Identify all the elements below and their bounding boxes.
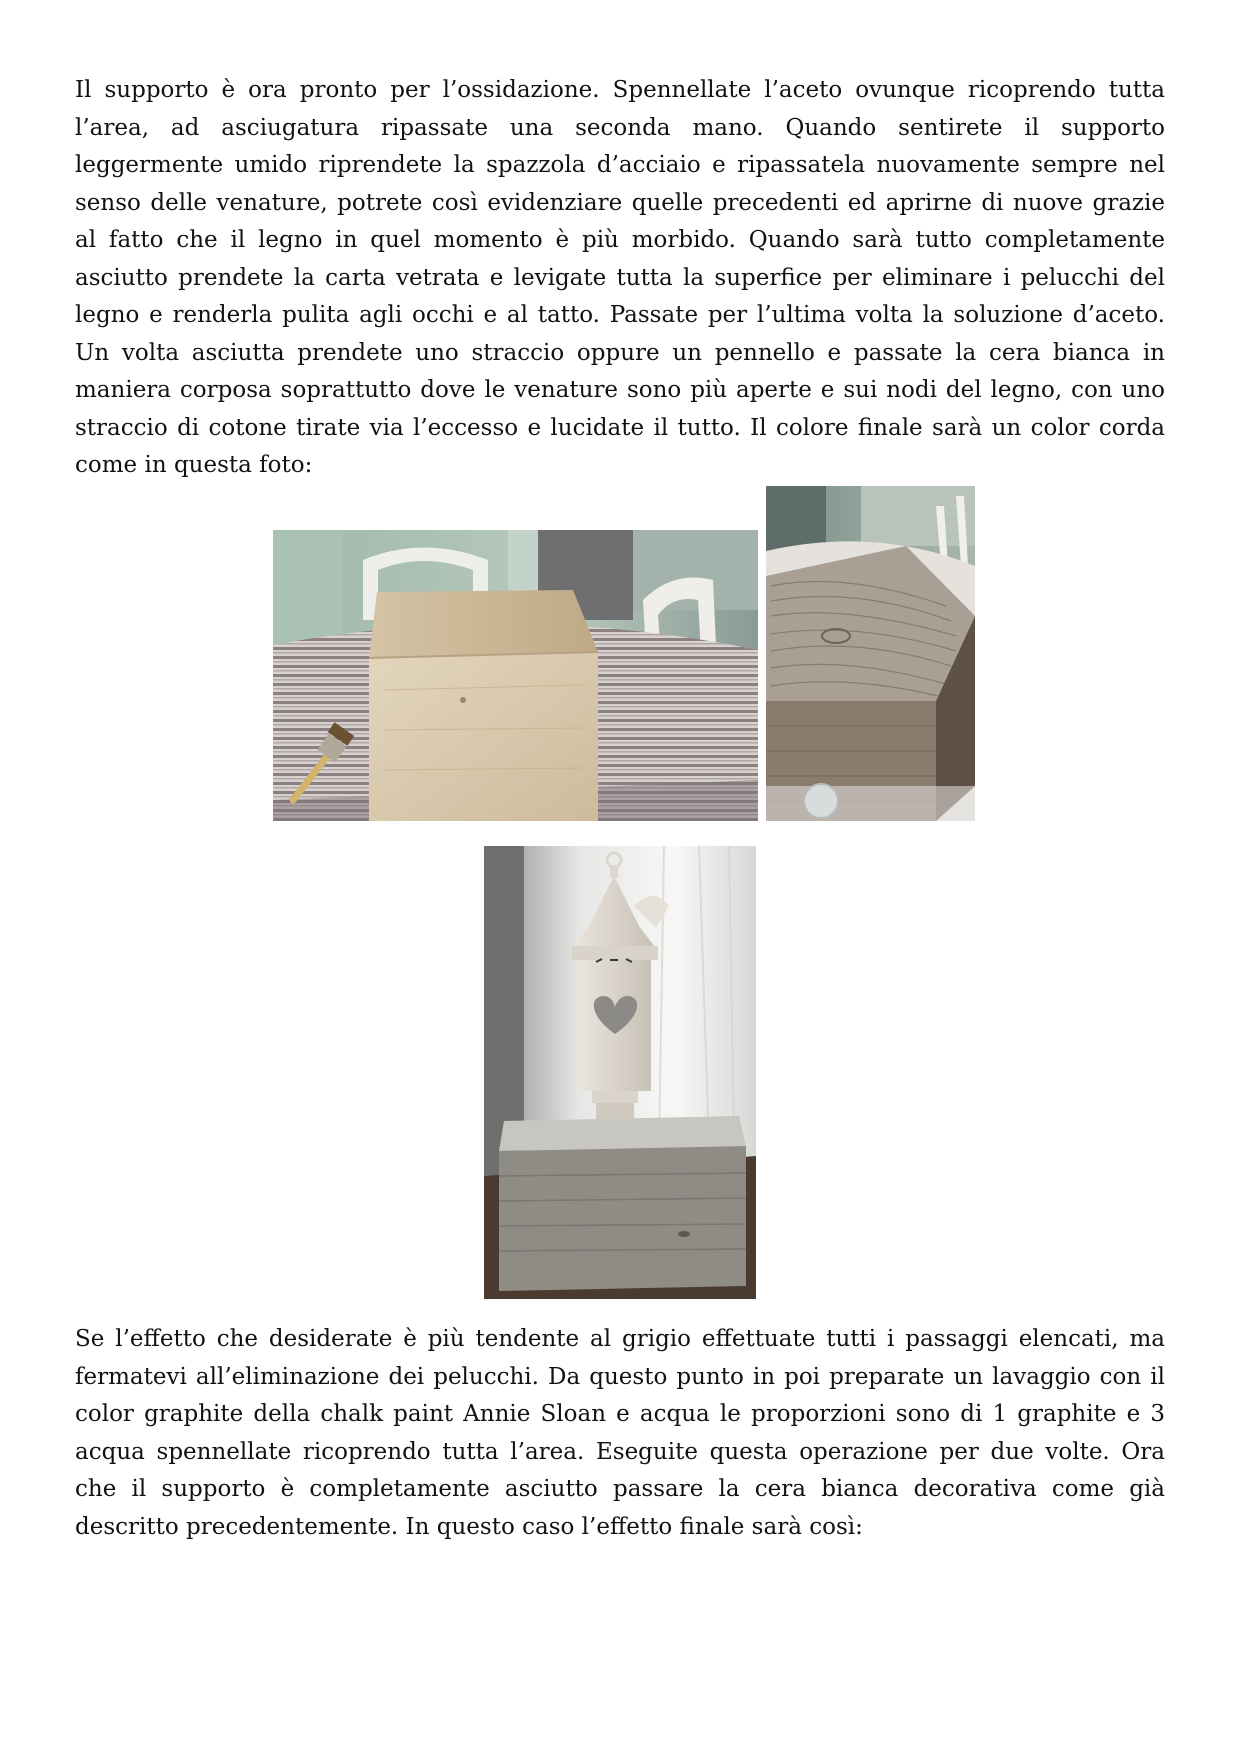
photo-aged-wood-box — [766, 486, 975, 821]
body-paragraph-2: Se l’effetto che desiderate è più tendente al grigio effettuate tutti i passaggi elencati, ma fermatevi all’eliminazione dei pelucchi. Da questo punto in poi preparate un lavaggio con il color graphite della chalk paint Annie Sloan e acqua le proporzioni sono di 1 graphite e 3 acqua spennellate ricoprendo tutta l’area. Eseguite questa operazione per due volte. Ora che il supporto è completamente asciutto passare la cera bianca decorativa come già descritto precedentemente. In questo caso l’effetto finale sarà così: — [75, 1326, 1165, 1540]
photo-raw-wood-box — [273, 530, 758, 821]
body-paragraph-1: Il supporto è ora pronto per l’ossidazione. Spennellate l’aceto ovunque ricoprendo tutta l’area, ad asciugatura ripassate una seconda mano. Quando sentirete il supporto leggermente umido riprendete la spazzola d’acciaio e ripassatela nuovamente sempre nel senso delle venature, potrete così evidenziare quelle precedenti ed aprirne di nuove grazie al fatto che il legno in quel momento è più morbido. Quando sarà tutto completamente asciutto prendete la carta vetrata e levigate tutta la superfice per eliminare i pelucchi del legno e renderla pulita agli occhi e al tatto. Passate per l’ultima volta la soluzione d’aceto. Un volta asciutta prendete uno straccio oppure un pennello e passate la cera bianca in maniera corposa soprattutto dove le venature sono più aperte e sui nodi del legno, con uno straccio di cotone tirate via l’eccesso e lucidate il tutto. Il colore finale sarà un color corda come in questa foto: — [75, 77, 1165, 478]
photo-lantern-on-box — [484, 846, 756, 1299]
